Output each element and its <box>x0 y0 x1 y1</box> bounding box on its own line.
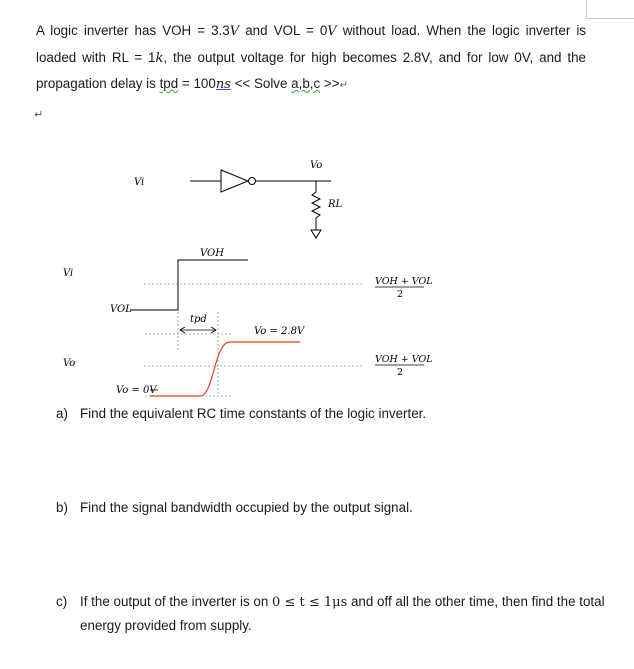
vi-waveform-label: Vi <box>63 268 74 279</box>
output-waveform <box>150 342 300 396</box>
vo-low-label: Vo = 0V <box>116 385 157 396</box>
vo-high-label: Vo = 2.8V <box>254 326 305 337</box>
question-a: a) Find the equivalent RC time constants of the logic inverter. <box>56 406 427 421</box>
tpd-label: tpd <box>190 314 207 325</box>
threshold-numerator-2: VOH + VOL <box>375 354 433 365</box>
tpd-arrow <box>180 327 216 333</box>
vo-waveform-label: Vo <box>63 358 76 369</box>
threshold-numerator-1: VOH + VOL <box>375 276 433 287</box>
vol-label: VOL <box>110 304 132 315</box>
vi-circuit-label: Vi <box>134 177 145 188</box>
inverter-circuit <box>190 170 331 238</box>
threshold-denominator-2: 2 <box>397 367 404 378</box>
threshold-denominator-1: 2 <box>397 289 404 300</box>
voh-label: VOH <box>200 248 224 259</box>
question-b: b) Find the signal bandwidth occupied by the output signal. <box>56 500 413 515</box>
paragraph-return-mark: ↵ <box>34 109 44 121</box>
vo-circuit-label: Vo <box>310 160 323 171</box>
problem-statement: A logic inverter has VOH = 3.3V and VOL = 0V without load. When the logic inverter is loaded with RL = 1k, the output voltage for high becomes 2.8V, and for low 0V, and the propagation delay is tpd = 100ns << Solve a,b,c >>↵ <box>36 23 586 92</box>
input-waveform <box>130 260 248 310</box>
reference-lines <box>144 284 364 396</box>
rl-label: RL <box>328 199 343 210</box>
question-c: c) If the output of the inverter is on 0 ≤ t ≤ 1μs and off all the other time, then find the total energy provided from supply. <box>56 594 605 633</box>
